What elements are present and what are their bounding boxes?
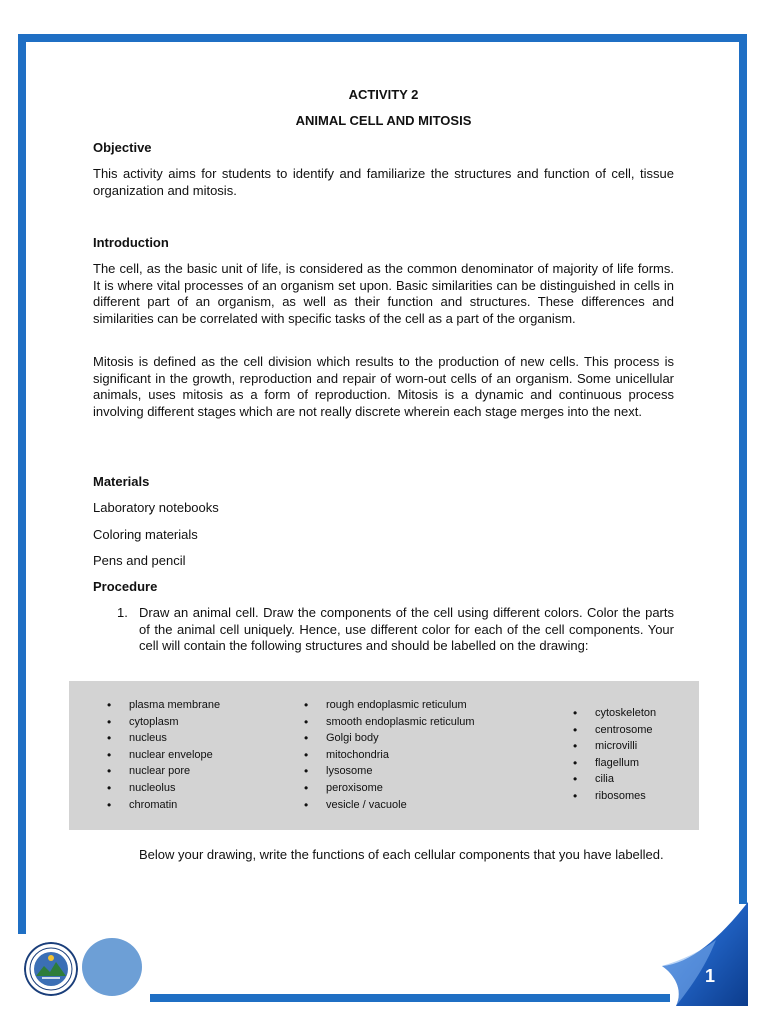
materials-item: Coloring materials <box>93 527 198 542</box>
materials-item: Laboratory notebooks <box>93 500 219 515</box>
list-item: • smooth endoplasmic reticulum <box>304 714 475 731</box>
decorative-circle <box>82 938 142 996</box>
procedure-heading: Procedure <box>93 579 158 594</box>
procedure-followup-text: Below your drawing, write the functions of each cellular components that you have labelled. <box>139 847 664 862</box>
structures-column-1 <box>107 697 220 813</box>
activity-label: ACTIVITY 2 <box>348 87 419 102</box>
step-number: 1. <box>117 605 128 620</box>
structures-column-2 <box>304 697 475 813</box>
list-item: • nucleus <box>107 730 220 747</box>
frame-right-border <box>739 34 747 904</box>
list-item: • flagellum <box>573 755 656 772</box>
list-item: • vesicle / vacuole <box>304 797 475 814</box>
list-item: • lysosome <box>304 763 475 780</box>
introduction-heading: Introduction <box>93 235 169 250</box>
list-item: • cytoskeleton <box>573 705 656 722</box>
introduction-paragraph-1: The cell, as the basic unit of life, is considered as the common denominator of majority of life forms. It is where vital processes of an organism set upon. Basic similarities can be distinguished in cells in different part of an organism, as well as their function and structures. These differences and similarities can be correlated with specific tasks of the cell as a part of the organism. <box>93 261 674 326</box>
list-item: • plasma membrane <box>107 697 220 714</box>
structures-list-box <box>69 681 699 830</box>
list-item: • cilia <box>573 771 656 788</box>
objective-heading: Objective <box>93 140 152 155</box>
list-item: • nuclear pore <box>107 763 220 780</box>
list-item: • nuclear envelope <box>107 747 220 764</box>
structures-column-3 <box>573 705 656 805</box>
list-item: • mitochondria <box>304 747 475 764</box>
step-text: Draw an animal cell. Draw the components of the cell using different colors. Color the parts of the animal cell uniquely. Hence, use different color for each of the cell components. Your cell will contain the following structures and should be labelled on the drawing: <box>139 605 674 653</box>
frame-left-border <box>18 34 26 934</box>
page-curl-icon <box>660 900 748 1006</box>
college-seal-icon <box>24 942 78 996</box>
materials-item: Pens and pencil <box>93 553 186 568</box>
page-number: 1 <box>704 966 715 986</box>
list-item: • microvilli <box>573 738 656 755</box>
list-item: • Golgi body <box>304 730 475 747</box>
list-item: • nucleolus <box>107 780 220 797</box>
list-item: • cytoplasm <box>107 714 220 731</box>
list-item: • rough endoplasmic reticulum <box>304 697 475 714</box>
frame-bottom-border <box>150 994 670 1002</box>
materials-heading: Materials <box>93 474 150 489</box>
introduction-paragraph-2: Mitosis is defined as the cell division which results to the production of new cells. This process is significant in the growth, reproduction and repair of worn-out cells of an organism. Some unicellular animals, uses mitosis as a form of reproduction. Mitosis is a dynamic and continuous process involving different stages which are not really discrete wherein each stage merges into the next. <box>93 354 674 419</box>
objective-text: This activity aims for students to identify and familiarize the structures and function of cell, tissue organization and mitosis. <box>93 166 674 198</box>
list-item: • centrosome <box>573 722 656 739</box>
list-item: • chromatin <box>107 797 220 814</box>
list-item: • peroxisome <box>304 780 475 797</box>
list-item: • ribosomes <box>573 788 656 805</box>
frame-top-border <box>18 34 747 42</box>
page-title: ANIMAL CELL AND MITOSIS <box>295 113 472 128</box>
